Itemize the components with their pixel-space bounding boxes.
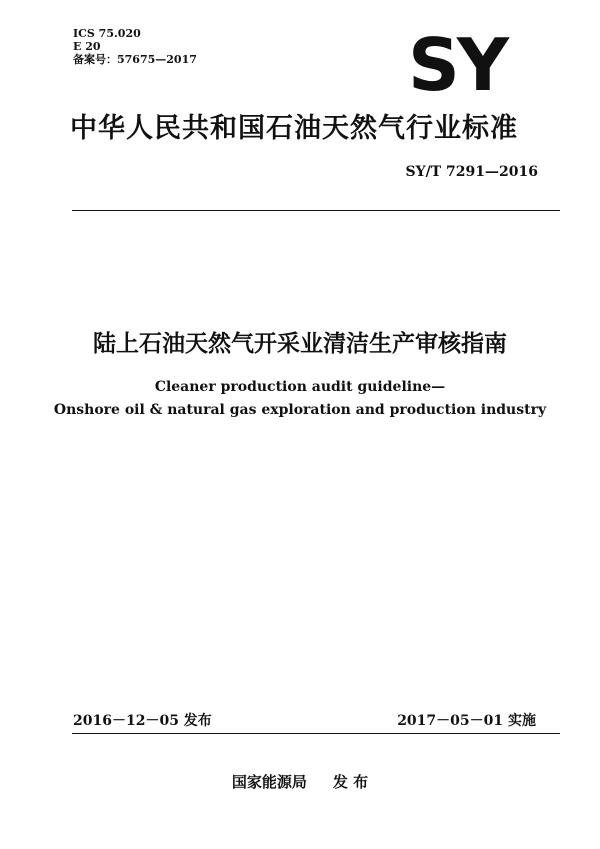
issue-date: 2016－12－05 发布: [73, 713, 212, 729]
english-title-line-1: Cleaner production audit guideline—: [154, 379, 446, 395]
publisher-name: 国家能源局: [231, 773, 307, 791]
standard-number: SY/T 7291—2016: [405, 164, 538, 180]
implementation-date: 2017－05－01 实施: [397, 713, 536, 729]
document-title-english: [0, 376, 600, 422]
publish-label: 发 布: [332, 773, 369, 791]
sy-logo: SY: [408, 23, 506, 107]
footer-divider: [72, 733, 560, 734]
publisher: [0, 771, 600, 792]
document-title-chinese: 陆上石油天然气开采业清洁生产审核指南: [93, 331, 507, 357]
standard-title: 中华人民共和国石油天然气行业标准: [70, 113, 518, 144]
category-code: E 20: [73, 40, 101, 53]
header-divider: [72, 210, 560, 211]
ics-code: ICS 75.020: [73, 27, 141, 40]
record-number: 备案号：57675—2017: [73, 53, 197, 66]
english-title-line-2: Onshore oil & natural gas exploration and production industry: [53, 402, 547, 418]
classification-block: [73, 27, 197, 66]
